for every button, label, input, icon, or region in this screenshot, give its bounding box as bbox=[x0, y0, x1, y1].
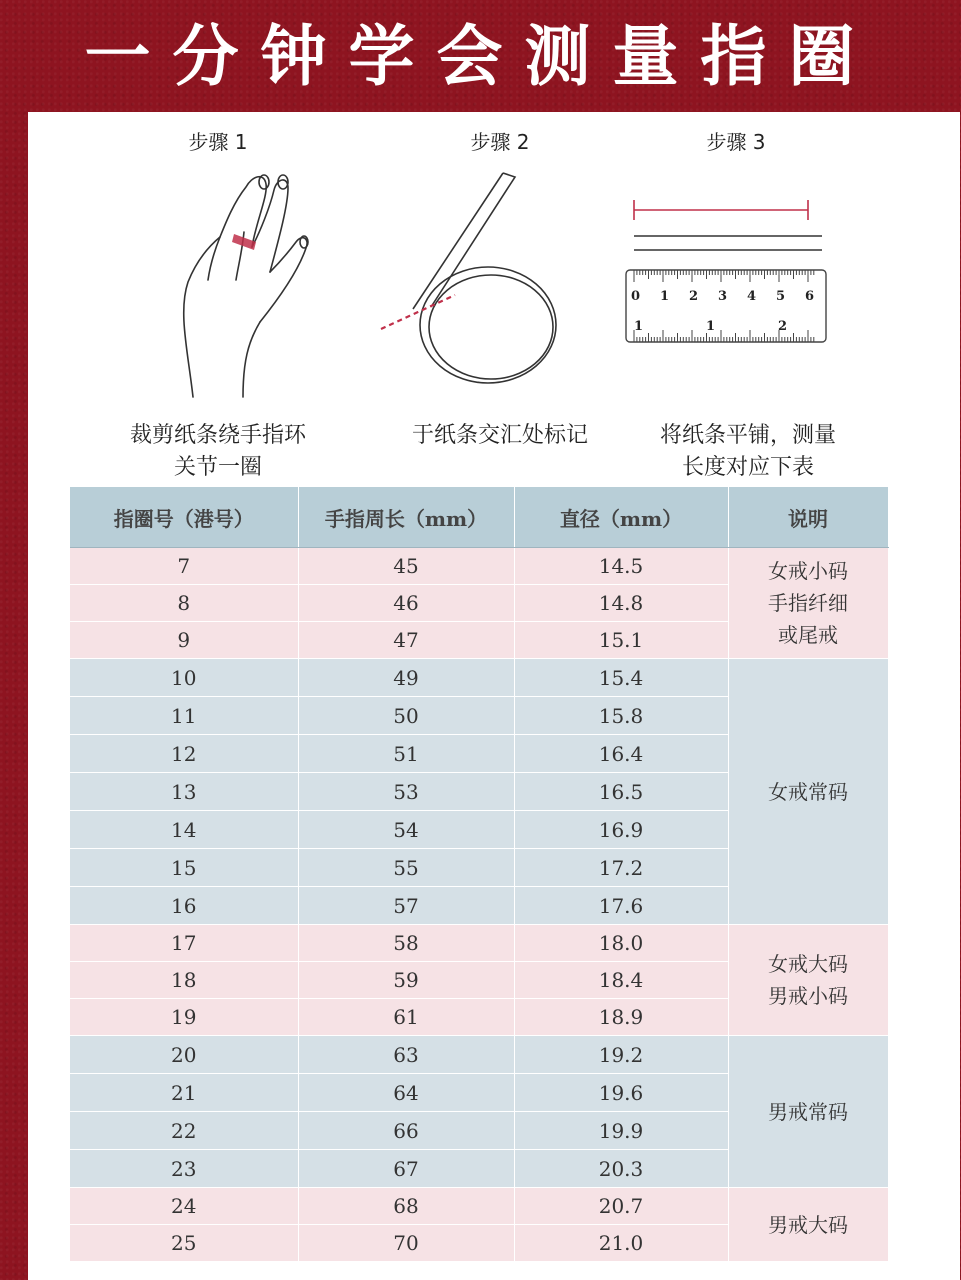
step-3-label: 步骤 3 bbox=[706, 130, 766, 154]
step-1-label: 步骤 1 bbox=[188, 130, 248, 154]
measure-bracket bbox=[634, 200, 808, 220]
cell-dia: 17.6 bbox=[514, 887, 728, 925]
cell-dia: 15.4 bbox=[514, 659, 728, 697]
ring-size-table bbox=[70, 487, 889, 1262]
cell-dia: 15.1 bbox=[514, 622, 728, 659]
inch-label-b: 1 bbox=[706, 319, 716, 334]
table-header-row bbox=[70, 487, 888, 548]
paper-strip bbox=[634, 236, 822, 250]
step-3-caption-line1: 将纸条平铺，测量 bbox=[659, 423, 836, 448]
cell-size: 15 bbox=[70, 849, 298, 887]
hand-illustration bbox=[148, 162, 328, 412]
inch-label-c: 2 bbox=[778, 319, 788, 334]
content-panel bbox=[28, 112, 960, 1280]
cell-dia: 19.9 bbox=[514, 1112, 728, 1150]
cell-dia: 19.2 bbox=[514, 1036, 728, 1074]
cell-circ: 57 bbox=[298, 887, 514, 925]
table-row bbox=[70, 548, 888, 585]
cell-circ: 45 bbox=[298, 548, 514, 585]
table-row bbox=[70, 659, 888, 697]
cell-size: 16 bbox=[70, 887, 298, 925]
table-row bbox=[70, 1036, 888, 1074]
cell-dia: 18.0 bbox=[514, 925, 728, 962]
cell-circ: 67 bbox=[298, 1150, 514, 1188]
cell-note bbox=[728, 1036, 888, 1188]
panel-bottom-edge bbox=[28, 1272, 960, 1280]
cell-size: 7 bbox=[70, 548, 298, 585]
cell-size: 9 bbox=[70, 622, 298, 659]
table-row bbox=[70, 1188, 888, 1225]
header-circumference: 手指周长（mm） bbox=[298, 487, 514, 548]
cell-size: 21 bbox=[70, 1074, 298, 1112]
cell-note bbox=[728, 659, 888, 925]
cm-label-1: 1 bbox=[660, 289, 670, 304]
cell-size: 10 bbox=[70, 659, 298, 697]
cell-circ: 70 bbox=[298, 1225, 514, 1262]
cell-size: 12 bbox=[70, 735, 298, 773]
cell-dia: 19.6 bbox=[514, 1074, 728, 1112]
cell-size: 17 bbox=[70, 925, 298, 962]
step-2-caption bbox=[370, 420, 630, 452]
step-1-caption bbox=[88, 420, 348, 484]
page-title: 一分钟学会测量指圈 bbox=[84, 18, 877, 95]
cell-size: 20 bbox=[70, 1036, 298, 1074]
step-2-caption-line1: 于纸条交汇处标记 bbox=[411, 423, 588, 448]
cell-dia: 16.4 bbox=[514, 735, 728, 773]
cell-size: 23 bbox=[70, 1150, 298, 1188]
cell-circ: 64 bbox=[298, 1074, 514, 1112]
header-diameter: 直径（mm） bbox=[514, 487, 728, 548]
note-line: 女戒大码 bbox=[768, 952, 848, 976]
cell-dia: 14.8 bbox=[514, 585, 728, 622]
cm-label-0: 0 bbox=[631, 289, 641, 304]
cell-size: 13 bbox=[70, 773, 298, 811]
header-size: 指圈号（港号） bbox=[70, 487, 298, 548]
ruler-body bbox=[626, 270, 826, 342]
note-line: 女戒常码 bbox=[768, 779, 848, 804]
cell-circ: 61 bbox=[298, 999, 514, 1036]
step-1-caption-line2: 关节一圈 bbox=[173, 455, 262, 480]
cm-label-6: 6 bbox=[805, 289, 815, 304]
cell-dia: 18.4 bbox=[514, 962, 728, 999]
cell-circ: 54 bbox=[298, 811, 514, 849]
cell-size: 14 bbox=[70, 811, 298, 849]
cell-dia: 16.9 bbox=[514, 811, 728, 849]
step-1-caption-line1: 裁剪纸条绕手指环 bbox=[129, 423, 306, 448]
cell-size: 8 bbox=[70, 585, 298, 622]
note-line: 男戒常码 bbox=[768, 1099, 848, 1124]
cell-size: 22 bbox=[70, 1112, 298, 1150]
inch-label-a: 1 bbox=[634, 319, 644, 334]
cell-circ: 51 bbox=[298, 735, 514, 773]
cm-label-2: 2 bbox=[689, 289, 699, 304]
cell-dia: 16.5 bbox=[514, 773, 728, 811]
ruler-illustration bbox=[622, 192, 836, 352]
note-line: 或尾戒 bbox=[778, 623, 838, 647]
cell-dia: 21.0 bbox=[514, 1225, 728, 1262]
paper-loop-illustration bbox=[373, 167, 573, 397]
cell-size: 25 bbox=[70, 1225, 298, 1262]
step-3-caption bbox=[618, 420, 878, 484]
note-line: 手指纤细 bbox=[768, 591, 848, 615]
cell-dia: 15.8 bbox=[514, 697, 728, 735]
cell-note bbox=[728, 925, 888, 1036]
cell-circ: 53 bbox=[298, 773, 514, 811]
step-3-caption-line2: 长度对应下表 bbox=[681, 455, 814, 480]
cm-label-4: 4 bbox=[747, 289, 757, 304]
cell-circ: 46 bbox=[298, 585, 514, 622]
cell-circ: 47 bbox=[298, 622, 514, 659]
cell-circ: 63 bbox=[298, 1036, 514, 1074]
cell-dia: 20.3 bbox=[514, 1150, 728, 1188]
cell-note bbox=[728, 1188, 888, 1262]
cell-size: 11 bbox=[70, 697, 298, 735]
cell-dia: 14.5 bbox=[514, 548, 728, 585]
cell-circ: 66 bbox=[298, 1112, 514, 1150]
header-note: 说明 bbox=[728, 487, 888, 548]
step-2-label: 步骤 2 bbox=[470, 130, 530, 154]
note-line: 女戒小码 bbox=[768, 559, 848, 583]
cm-label-5: 5 bbox=[776, 289, 786, 304]
cell-size: 24 bbox=[70, 1188, 298, 1225]
cell-circ: 68 bbox=[298, 1188, 514, 1225]
cm-label-3: 3 bbox=[718, 289, 728, 304]
cell-note bbox=[728, 548, 888, 659]
cell-dia: 18.9 bbox=[514, 999, 728, 1036]
cell-dia: 17.2 bbox=[514, 849, 728, 887]
cell-size: 18 bbox=[70, 962, 298, 999]
cell-circ: 59 bbox=[298, 962, 514, 999]
cell-circ: 49 bbox=[298, 659, 514, 697]
cell-dia: 20.7 bbox=[514, 1188, 728, 1225]
cell-circ: 55 bbox=[298, 849, 514, 887]
note-line: 男戒大码 bbox=[768, 1212, 848, 1237]
cell-circ: 58 bbox=[298, 925, 514, 962]
table-row bbox=[70, 925, 888, 962]
cell-circ: 50 bbox=[298, 697, 514, 735]
note-line: 男戒小码 bbox=[768, 984, 848, 1008]
cell-size: 19 bbox=[70, 999, 298, 1036]
